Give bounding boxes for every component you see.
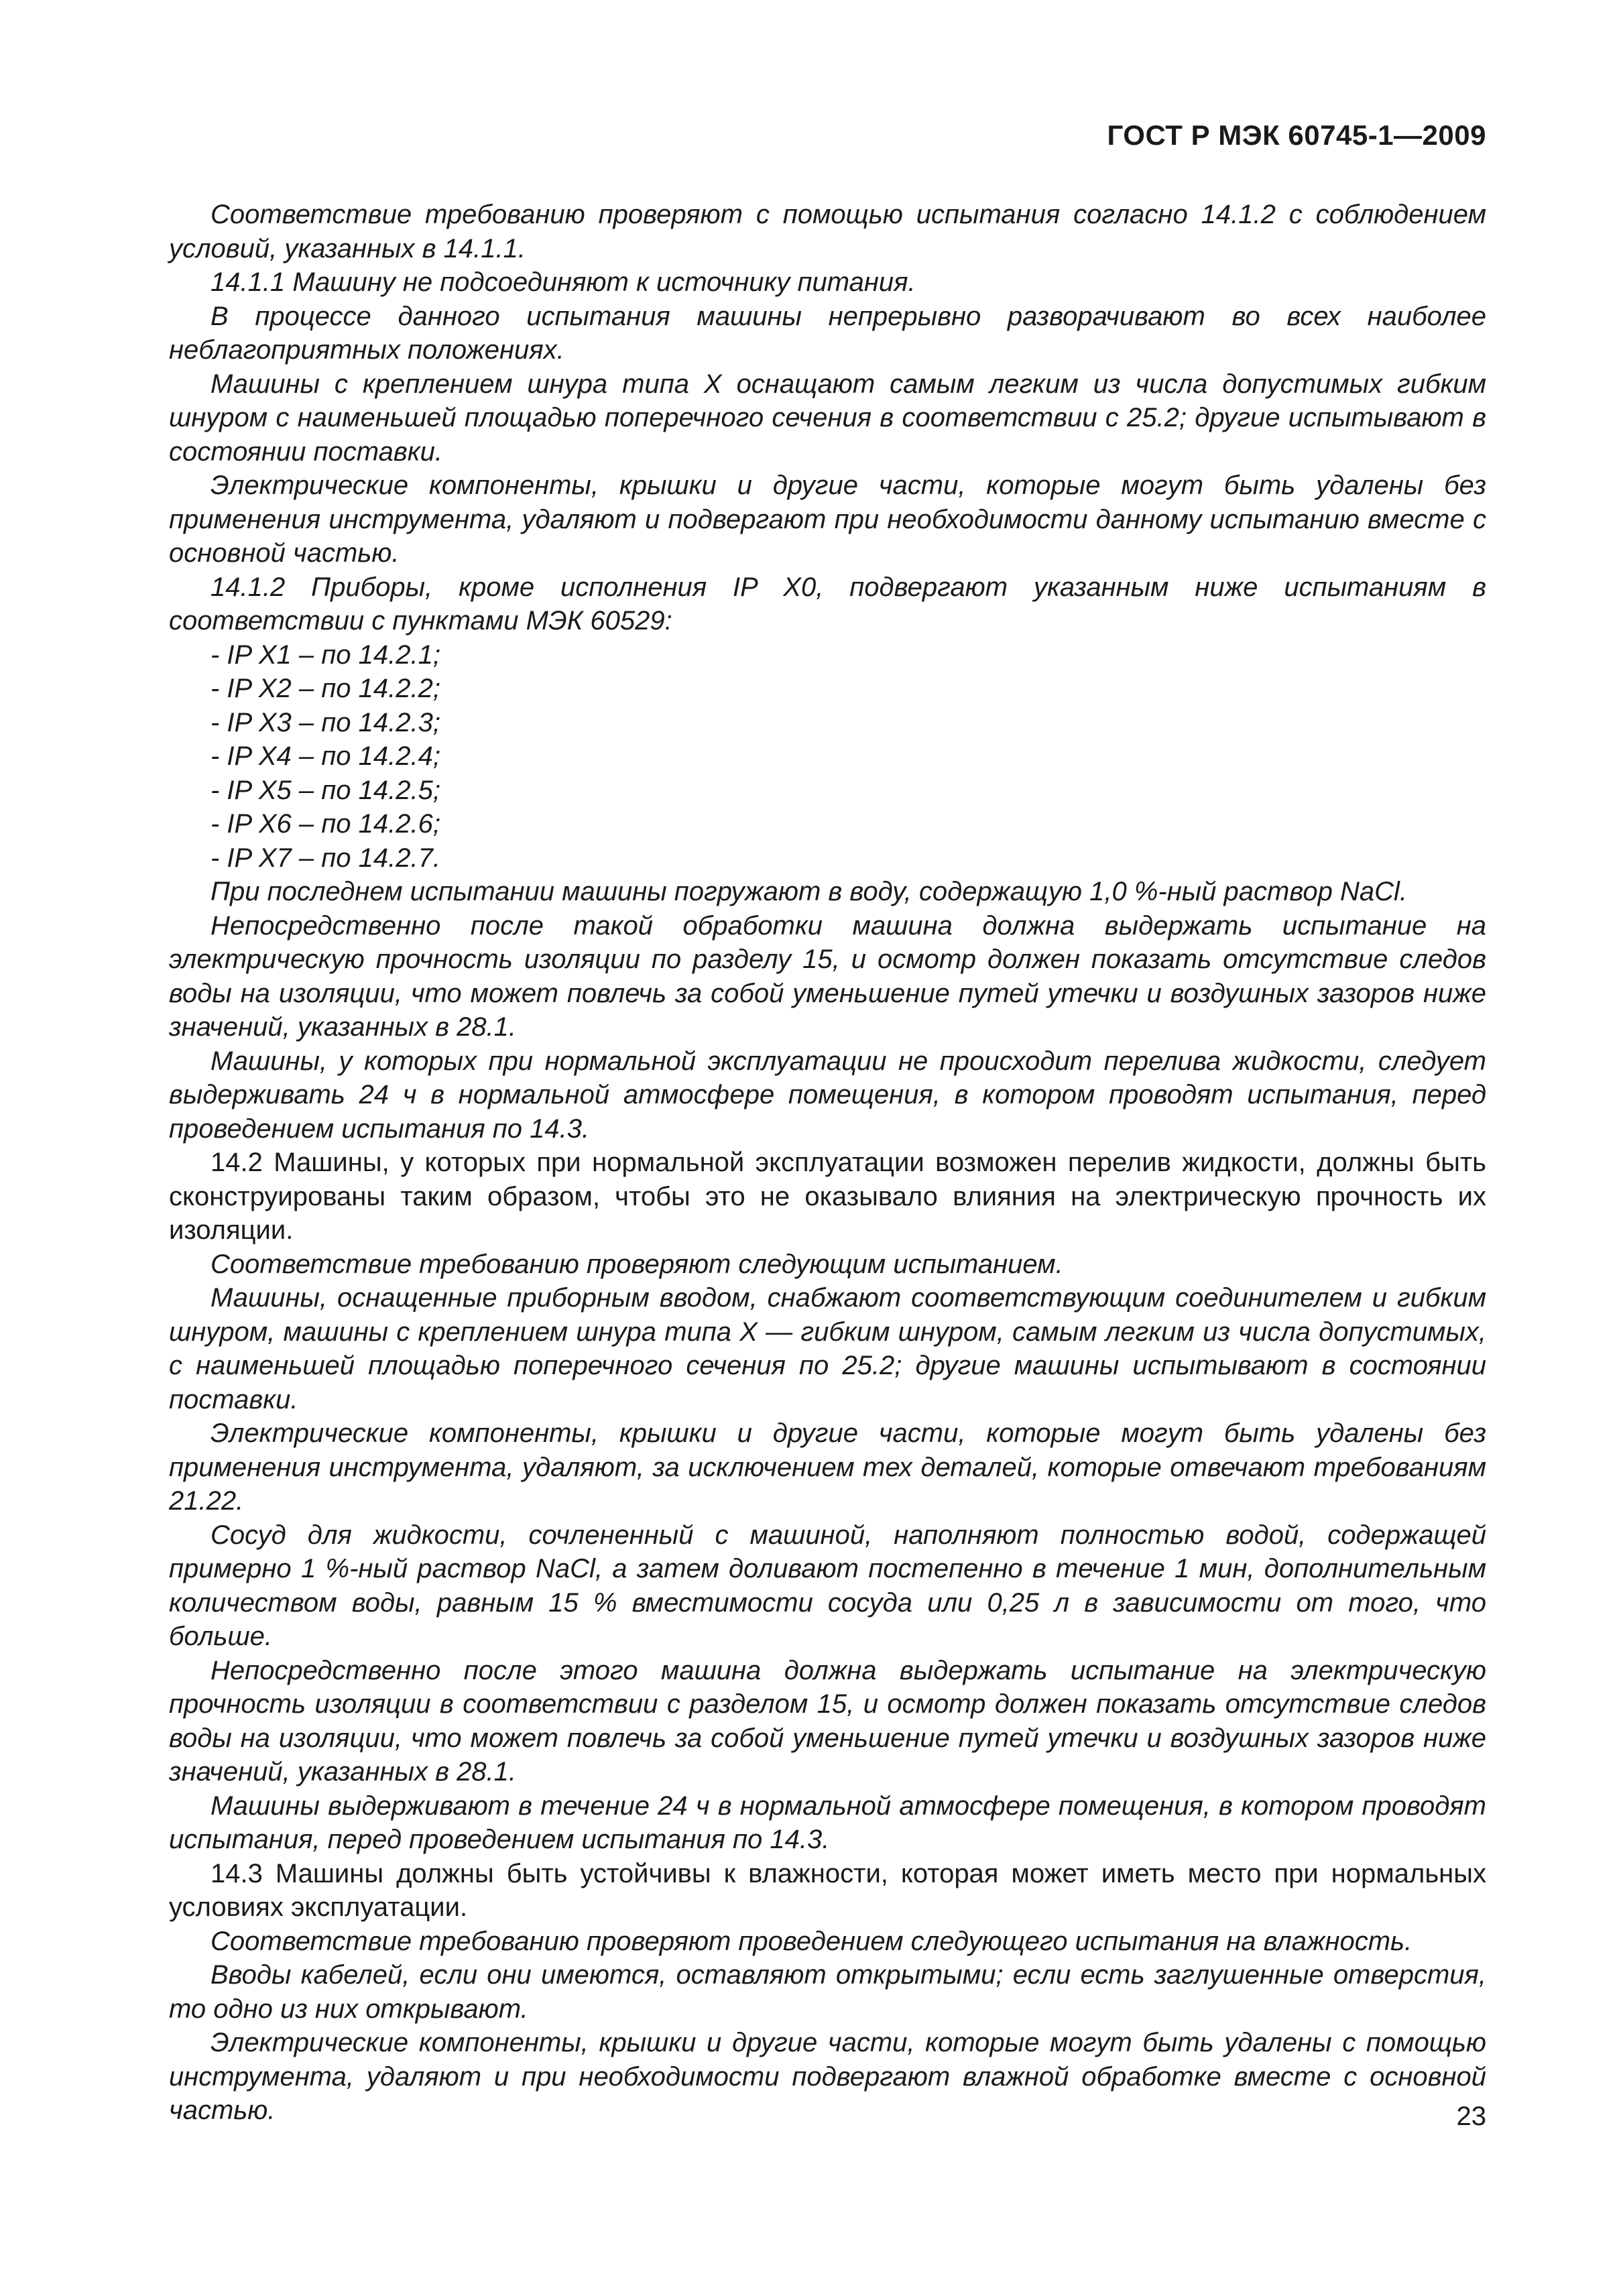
list-item: - IP X4 – по 14.2.4; — [211, 741, 440, 771]
list-item: - IP X6 – по 14.2.6; — [211, 809, 440, 839]
paragraph: Электрические компоненты, крышки и другие части, которые могут быть удалены с помощью инструмента, удаляют и при необходимости подвергают влажной обработке вместе с основной частью. — [169, 2028, 1486, 2125]
page-number: 23 — [1456, 2102, 1486, 2131]
paragraph: Электрические компоненты, крышки и другие части, которые могут быть удалены без применения инструмента, удаляют и подвергают при необходимости данному испытанию вместе с основной частью. — [169, 471, 1486, 568]
paragraph: Машины, у которых при нормальной эксплуатации не происходит перелива жидкости, следует выдерживать 24 ч в нормальной атмосфере помещения, в котором проводят испытания, перед проведением испытания по 14.3. — [169, 1046, 1486, 1144]
page-header-standard: ГОСТ Р МЭК 60745-1—2009 — [1107, 119, 1486, 151]
paragraph: В процессе данного испытания машины непрерывно разворачивают во всех наиболее неблагоприятных положениях. — [169, 301, 1486, 365]
paragraph: Машины с креплением шнура типа X оснащают самым легким из числа допустимых гибким шнуром с наименьшей площадью поперечного сечения в соответствии с 25.2; другие испытывают в состоянии поставки. — [169, 369, 1486, 467]
paragraph: Соответствие требованию проверяют с помощью испытания согласно 14.1.2 с соблюдением условий, указанных в 14.1.1. — [169, 200, 1486, 263]
paragraph: Машины выдерживают в течение 24 ч в нормальной атмосфере помещения, в котором проводят испытания, перед проведением испытания по 14.3. — [169, 1791, 1486, 1854]
paragraph: Вводы кабелей, если они имеются, оставляют открытыми; если есть заглушенные отверстия, то одно из них открывают. — [169, 1960, 1486, 2024]
page-body — [169, 198, 1486, 2128]
list-item: - IP X1 – по 14.2.1; — [211, 640, 440, 670]
list-item: - IP X7 – по 14.2.7. — [211, 843, 440, 873]
list-item: - IP X5 – по 14.2.5; — [211, 775, 440, 805]
list-item: - IP X3 – по 14.2.3; — [211, 707, 440, 737]
paragraph: Электрические компоненты, крышки и другие части, которые могут быть удалены без применения инструмента, удаляют, за исключением тех деталей, которые отвечают требованиям 21.22. — [169, 1418, 1486, 1516]
paragraph: Непосредственно после такой обработки машина должна выдержать испытание на электрическую прочность изоляции по разделу 15, и осмотр должен показать отсутствие следов воды на изоляции, что может повлечь за собой уменьшение путей утечки и воздушных зазоров ниже значений, указанных в 28.1. — [169, 910, 1486, 1042]
list-item: - IP X2 – по 14.2.2; — [211, 674, 440, 703]
paragraph: 14.3 Машины должны быть устойчивы к влажности, которая может иметь место при нормальных условиях эксплуатации. — [169, 1858, 1486, 1922]
paragraph: Сосуд для жидкости, сочлененный с машиной, наполняют полностью водой, содержащей примерно 1 %-ный раствор NaCl, а затем доливают постепенно в течение 1 мин, дополнительным количеством воды, равным 15 % вместимости сосуда или 0,25 л в зависимости от того, что больше. — [169, 1520, 1486, 1651]
paragraph: 14.2 Машины, у которых при нормальной эксплуатации возможен перелив жидкости, должны быть сконструированы таким образом, чтобы это не оказывало влияния на электрическую прочность их изоляции. — [169, 1148, 1486, 1245]
paragraph: 14.1.2 Приборы, кроме исполнения IP X0, подвергают указанным ниже испытаниям в соответствии с пунктами МЭК 60529: — [169, 572, 1486, 636]
paragraph: При последнем испытании машины погружают в воду, содержащую 1,0 %-ный раствор NaCl. — [211, 877, 1407, 906]
paragraph: Соответствие требованию проверяют проведением следующего испытания на влажность. — [211, 1926, 1412, 1956]
paragraph: Машины, оснащенные приборным вводом, снабжают соответствующим соединителем и гибким шнуром, машины с креплением шнура типа X — гибким шнуром, самым легким из числа допустимых, с наименьшей площадью поперечного сечения по 25.2; другие машины испытывают в состоянии поставки. — [169, 1283, 1486, 1414]
paragraph: 14.1.1 Машину не подсоединяют к источнику питания. — [211, 267, 916, 297]
paragraph: Соответствие требованию проверяют следующим испытанием. — [211, 1249, 1063, 1279]
paragraph: Непосредственно после этого машина должна выдержать испытание на электрическую прочность изоляции в соответствии с разделом 15, и осмотр должен показать отсутствие следов воды на изоляции, что может повлечь за собой уменьшение путей утечки и воздушных зазоров ниже значений, указанных в 28.1. — [169, 1655, 1486, 1787]
